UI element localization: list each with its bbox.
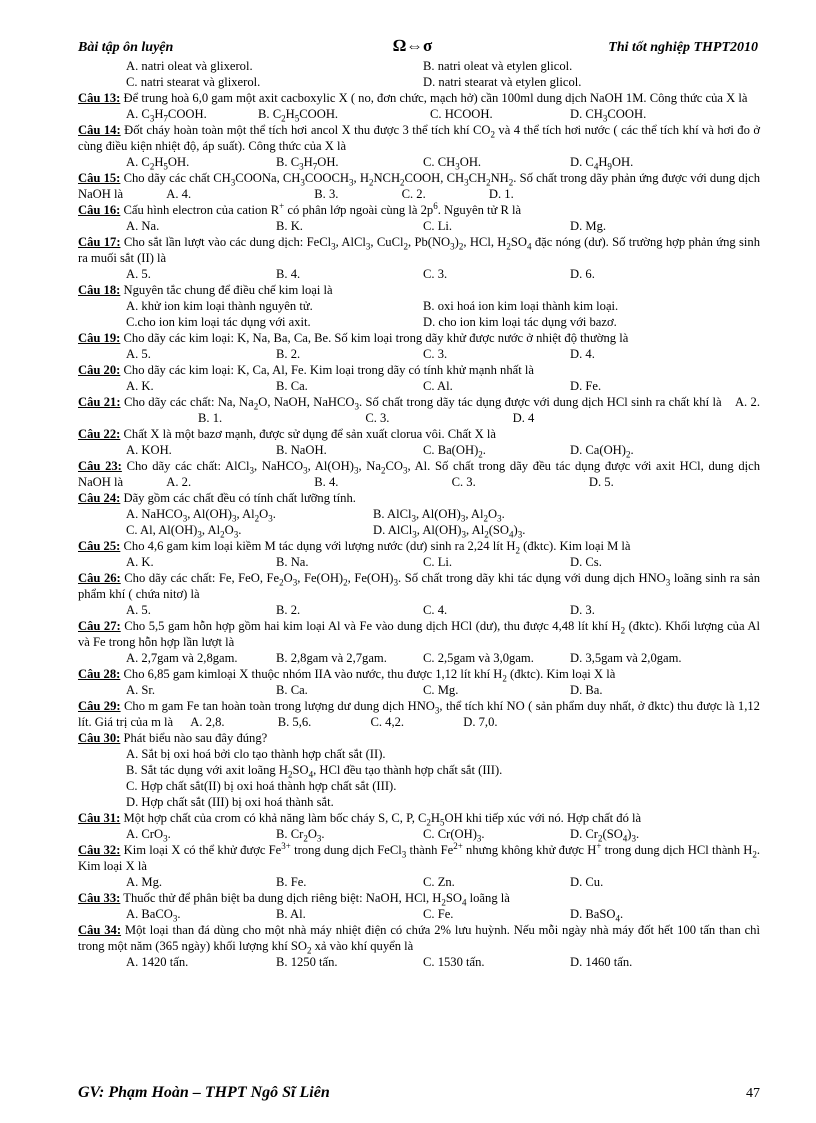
option-a: A. BaCO$_3$. (126, 907, 181, 924)
option-a: A. $C_3H_7COOH$. (126, 107, 207, 124)
question-number: Câu 30: (78, 731, 121, 745)
option-c: C. 2. (401, 187, 426, 201)
option-c: C. $Cr(OH)_3$. (423, 827, 485, 844)
question-31: Câu 31: Một hợp chất của crom có khả năng làm bốc cháy S, C, P, $C_2H_5OH$ khi tiếp xúc với nó. Hợp chất đó là (78, 811, 642, 828)
option-b: B. $C_2H_5COOH$. (258, 107, 339, 124)
option-c: C. Li. (423, 555, 453, 569)
option-b: B. 1250 tấn. (276, 955, 338, 969)
option-d: D. $CH_3COOH$. (570, 107, 647, 124)
options-row (78, 954, 760, 970)
question-28: Câu 28: Cho 6,85 gam kimloại X thuộc nhóm IIA vào nước, thu được 1,12 lít khí $H_2$ (đktc). Kim loại X là (78, 667, 616, 684)
option-b: B. K. (276, 219, 303, 233)
option-a: A. 2. (734, 395, 760, 409)
header-ornament: Ω⇔σ (393, 36, 433, 55)
question-number: Câu 24: (78, 491, 121, 505)
option-a: A. K. (126, 379, 154, 393)
question-26: Câu 26: Cho dãy các chất: Fe, FeO, $Fe_2O_3$, $Fe(OH)_2$, $Fe(OH)_3$. Số chất trong dãy khi tác dụng với dung dịch $HNO_3$ loãng sinh ra sản phẩm khí ( chứa nitơ) là (78, 571, 761, 601)
option-b: B. natri oleat và etylen glicol. (423, 59, 573, 73)
option-d: D. 3. (570, 603, 595, 617)
option-a: A. natri oleat và glixerol. (126, 59, 253, 73)
question-number: Câu 31: (78, 811, 121, 825)
header-left: Bài tập ôn luyện (78, 40, 174, 55)
option-d: D. Fe. (570, 379, 602, 393)
question-number: Câu 19: (78, 331, 121, 345)
option-d: D. AlCl$_3$, $Al(OH)_3$, $Al_2(SO_4)_3$. (373, 523, 526, 540)
options-row (78, 650, 760, 666)
option-a: A. Na. (126, 219, 160, 233)
option-a: A. Mg. (126, 875, 163, 889)
options-row (78, 874, 760, 890)
question-22: Câu 22: Chất X là một bazơ mạnh, được sử dụng để sản xuất clorua vôi. Chất X là (78, 427, 497, 441)
option-c: C. 3. (365, 411, 390, 425)
options-row (78, 378, 760, 394)
question-number: Câu 13: (78, 91, 121, 105)
question-25: Câu 25: Cho 4,6 gam kim loại kiềm M tác dụng với lượng nước (dư) sinh ra 2,24 lít $H_2$ (đktc). Kim loại M là (78, 539, 631, 556)
question-18: Câu 18: Nguyên tắc chung để điều chế kim loại là (78, 283, 333, 297)
question-32: Câu 32: Kim loại X có thể khử được $Fe^{3+}$ trong dung dịch FeCl$_3$ thành $Fe^{2+}$ nhưng không khử được H+ trong dung dịch HCl thành $H_2$. Kim loại X là (78, 840, 760, 873)
option-c: C. $Ba(OH)_2$. (423, 443, 486, 460)
option-d: D. Cs. (570, 555, 602, 569)
option-d: D. 6. (570, 267, 595, 281)
options-row (78, 314, 760, 330)
option-c: C. Al, $Al(OH)_3$, $Al_2O_3$. (126, 523, 242, 540)
option-c: C. Hợp chất sắt(II) bị oxi hoá thành hợp chất sắt (III). (126, 779, 397, 793)
question-14: Câu 14: Đốt cháy hoàn toàn một thể tích hơi ancol X thu được 3 thể tích khí $CO_2$ và 4 thể tích hơi nước ( các thể tích khí và hơi đo ở cùng điều kiện nhiệt độ, áp suất). Công thức của X là (78, 123, 760, 153)
footer-author: GV: Phạm Hoàn – THPT Ngô Sĩ Liên (78, 1084, 330, 1101)
options-row (78, 58, 760, 74)
option-d: D. cho ion kim loại tác dụng với bazơ. (423, 315, 617, 329)
option-c: C. Mg. (423, 683, 459, 697)
option-a: A. 5. (126, 603, 151, 617)
option-b: B. 5,6. (277, 715, 312, 729)
page-number: 47 (746, 1086, 760, 1101)
option-c: C. natri stearat và glixerol. (126, 75, 261, 89)
option-c: C. $CH_3OH$. (423, 155, 482, 172)
question-number: Câu 23: (78, 459, 122, 473)
option-b: B. Ca. (276, 683, 308, 697)
option-c: C. 3. (451, 475, 476, 489)
option-b: B. 2,8gam và 2,7gam. (276, 651, 387, 665)
option-b: B. 4. (314, 475, 339, 489)
question-13 (78, 90, 760, 106)
option-b: B. Na. (276, 555, 309, 569)
options-row (78, 442, 760, 458)
option-c: C. 4,2. (370, 715, 405, 729)
option-d: D. 4. (570, 347, 595, 361)
option-a: A. NaHCO$_3$, $Al(OH)_3$, $Al_2O_3$. (126, 507, 276, 524)
option-b: B. 4. (276, 267, 301, 281)
options-row (78, 346, 760, 362)
question-19: Câu 19: Cho dãy các kim loại: K, Na, Ba, Ca, Be. Số kim loại trong dãy khử được nước ở nhiệt độ thường là (78, 331, 629, 345)
question-number: Câu 25: (78, 539, 121, 553)
option-d: D. 1. (488, 187, 514, 201)
question-17: Câu 17: Cho sắt lần lượt vào các dung dịch: FeCl$_3$, AlCl$_3$, CuCl$_2$, $Pb(NO_3)_2$, HCl, $H_2SO_4$ đặc nóng (dư). Số trường hợp phản ứng sinh ra muối sắt (II) là (78, 235, 760, 265)
options-row (78, 74, 760, 90)
question-number: Câu 17: (78, 235, 121, 249)
options-row (78, 602, 760, 618)
option-a: A. 5. (126, 347, 151, 361)
question-number: Câu 20: (78, 363, 121, 377)
header-right: Thi tốt nghiệp THPT2010 (608, 40, 758, 55)
question-number: Câu 15: (78, 171, 121, 185)
option-d: D. Ba. (570, 683, 603, 697)
option-d: D. BaSO$_4$. (570, 907, 624, 924)
option-a: A. K. (126, 555, 154, 569)
question-number: Câu 34: (78, 923, 122, 937)
question-text: Để trung hoà 6,0 gam một axit cacboxylic X ( no, đơn chức, mạch hở) cần 100ml dung dịch NaOH 1M. Công thức của X là (123, 91, 748, 105)
question-15: Câu 15: Cho dãy các chất $CH_3COONa$, $CH_3COOCH_3$, $H_2NCH_2COOH$, $CH_3CH_2NH_2$. Số chất trong dãy phản ứng được với dung dịch NaOH là A. 4. B. 3. C. 2. D. 1. (78, 171, 760, 201)
option-c: C. 3. (423, 267, 448, 281)
options-row (78, 554, 760, 570)
question-16: Câu 16: Cấu hình electron của cation R+ có phân lớp ngoài cùng là $2p^6$. Nguyên tử R là (78, 200, 522, 217)
option-a: A. 1420 tấn. (126, 955, 189, 969)
question-20: Câu 20: Cho dãy các kim loại: K, Ca, Al, Fe. Kim loại trong dãy có tính khử mạnh nhất là (78, 363, 534, 377)
options-row (78, 218, 760, 234)
question-number: Câu 21: (78, 395, 121, 409)
option-a: A. 2. (166, 475, 192, 489)
option-d: D. Mg. (570, 219, 607, 233)
options-row (78, 506, 760, 522)
option-b: B. 1. (198, 411, 223, 425)
options-row (78, 682, 760, 698)
option-d: D. 7,0. (463, 715, 498, 729)
option-b: B. NaOH. (276, 443, 327, 457)
option-b: B. Fe. (276, 875, 307, 889)
option-c: C. 1530 tấn. (423, 955, 485, 969)
option-a: A. Sắt bị oxi hoá bởi clo tạo thành hợp chất sắt (II). (126, 747, 386, 761)
question-number: Câu 26: (78, 571, 121, 585)
option-d: D. $Ca(OH)_2$. (570, 443, 634, 460)
option-b: B. Al. (276, 907, 306, 921)
options-row (78, 906, 760, 922)
options-row (78, 522, 760, 538)
question-33: Câu 33: Thuốc thử để phân biệt ba dung dịch riêng biệt: NaOH, HCl, $H_2SO_4$ loãng là (78, 891, 510, 908)
question-number: Câu 18: (78, 283, 121, 297)
question-34: Câu 34: Một loại than đá dùng cho một nhà máy nhiệt điện có chứa 2% lưu huỳnh. Nếu mỗi ngày nhà máy đốt hết 100 tấn than chì trong một năm (365 ngày) khối lượng khí $SO_2$ xả vào khí quyển là (78, 923, 760, 956)
option-b: B. $Cr_2O_3$. (276, 827, 325, 844)
option-c: C. Li. (423, 219, 453, 233)
option-d: D. 1460 tấn. (570, 955, 633, 969)
question-number: Câu 28: (78, 667, 121, 681)
option-a: A. khử ion kim loại thành nguyên tử. (126, 299, 313, 313)
question-30: Câu 30: Phát biểu nào sau đây đúng? (78, 731, 268, 745)
option-b: B. $C_3H_7OH$. (276, 155, 339, 172)
option-a: A. CrO$_3$. (126, 827, 171, 844)
option-c: C.cho ion kim loại tác dụng với axit. (126, 315, 311, 329)
question-number: Câu 14: (78, 123, 121, 137)
options-row (78, 154, 760, 170)
option-a: A. Sr. (126, 683, 156, 697)
options-row (78, 266, 760, 282)
option-d: D. $Cr_2(SO_4)_3$. (570, 827, 640, 844)
question-number: Câu 27: (78, 619, 121, 633)
option-c: C. Al. (423, 379, 453, 393)
question-list (78, 58, 760, 970)
option-a: A. 5. (126, 267, 151, 281)
question-number: Câu 22: (78, 427, 121, 441)
option-a: A. 4. (166, 187, 192, 201)
option-b: B. Sắt tác dụng với axit loãng $H_2SO_4$, HCl đều tạo thành hợp chất sắt (III). (126, 763, 503, 780)
option-a: A. KOH. (126, 443, 172, 457)
options-row (78, 106, 760, 122)
option-a: A. 2,8. (190, 715, 225, 729)
page-header (78, 36, 758, 60)
option-c: C. 4. (423, 603, 448, 617)
question-21: Câu 21: Cho dãy các chất: Na, $Na_2O$, NaOH, NaHCO$_3$. Số chất trong dãy tác dụng được với dung dịch HCl sinh ra chất khí là A. 2. B. 1. C. 3. D. 4 (78, 395, 760, 425)
question-number: Câu 16: (78, 203, 121, 217)
option-c: C. 2,5gam và 3,0gam. (423, 651, 534, 665)
option-d: D. 3,5gam và 2,0gam. (570, 651, 682, 665)
option-d: D. Hợp chất sắt (III) bị oxi hoá thành sắt. (126, 795, 334, 809)
option-a: A. $C_2H_5OH$. (126, 155, 190, 172)
option-b: B. 2. (276, 347, 301, 361)
option-b: B. Ca. (276, 379, 308, 393)
option-c: C. 3. (423, 347, 448, 361)
option-d: D. $C_4H_9OH$. (570, 155, 634, 172)
option-d: D. 4 (512, 411, 535, 425)
question-24: Câu 24: Dãy gồm các chất đều có tính chất lưỡng tính. (78, 491, 356, 505)
question-29: Câu 29: Cho m gam Fe tan hoàn toàn trong lượng dư dung dịch $HNO_3$, thể tích khí NO ( sản phẩm duy nhất, ở đktc) thu được là 1,12 lít. Giá trị của m là A. 2,8. B. 5,6. C. 4,2. D. 7,0. (78, 699, 760, 729)
option-c: C. Zn. (423, 875, 455, 889)
option-d: D. natri stearat và etylen glicol. (423, 75, 582, 89)
option-b: B. 2. (276, 603, 301, 617)
question-number: Câu 29: (78, 699, 121, 713)
question-27: Câu 27: Cho 5,5 gam hỗn hợp gồm hai kim loại Al và Fe vào dung dịch HCl (dư), thu được 4,48 lít khí $H_2$ (đktc). Khối lượng của Al và Fe trong hỗn hợp lần lượt là (78, 619, 760, 649)
option-b: B. 3. (314, 187, 339, 201)
question-number: Câu 32: (78, 843, 121, 857)
page-footer (78, 1084, 760, 1108)
question-number: Câu 33: (78, 891, 121, 905)
option-d: D. Cu. (570, 875, 604, 889)
option-c: C. HCOOH. (430, 107, 493, 121)
question-23: Câu 23: Cho dãy các chất: AlCl$_3$, NaHCO$_3$, $Al(OH)_3$, $Na_2CO_3$, Al. Số chất trong dãy đều tác dụng được với axit HCl, dung dịch NaOH là A. 2. B. 4. C. 3. D. 5. (78, 459, 760, 489)
option-d: D. 5. (588, 475, 614, 489)
option-c: C. Fe. (423, 907, 454, 921)
option-b: B. oxi hoá ion kim loại thành kim loại. (423, 299, 619, 313)
options-row (78, 298, 760, 314)
option-b: B. AlCl$_3$, $Al(OH)_3$, $Al_2O_3$. (373, 507, 505, 524)
option-a: A. 2,7gam và 2,8gam. (126, 651, 238, 665)
options-row (78, 826, 760, 842)
